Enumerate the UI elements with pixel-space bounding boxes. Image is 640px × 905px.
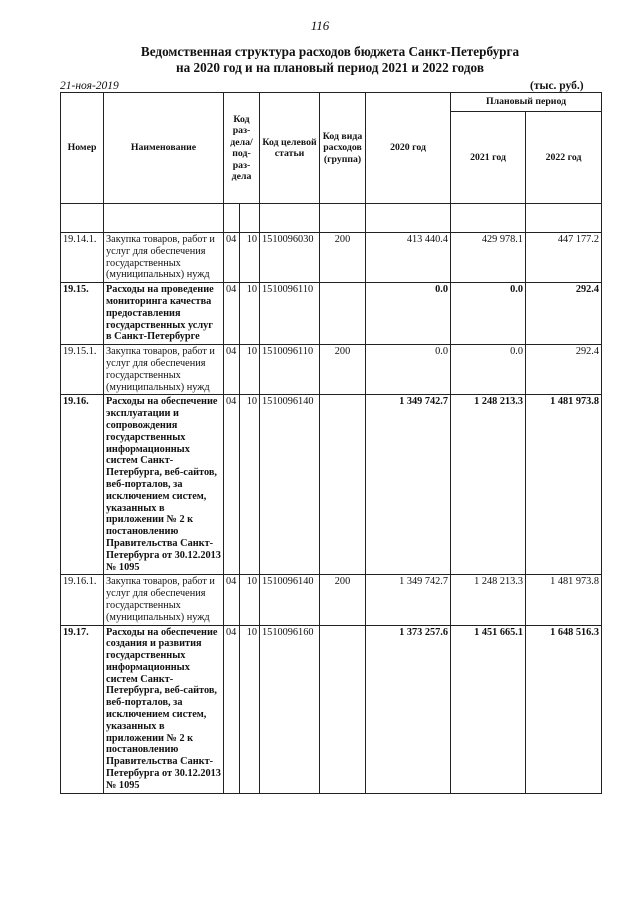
- row-name: Закупка товаров, работ и услуг для обеспечения государственных (муниципальных) нужд: [104, 345, 224, 395]
- row-subsection-code: 10: [240, 233, 260, 283]
- page-number: 116: [310, 18, 330, 33]
- row-section-code: 04: [224, 233, 240, 283]
- table-body: [61, 233, 602, 794]
- document-date: 21-ноя-2019: [60, 80, 119, 92]
- row-number: 19.15.1.: [61, 345, 104, 395]
- row-section-code: 04: [224, 345, 240, 395]
- table-row: [61, 575, 602, 625]
- row-amount-2020: 1 349 742.7: [366, 575, 451, 625]
- row-amount-2021: 0.0: [451, 345, 526, 395]
- units-label: (тыс. руб.): [530, 80, 584, 92]
- row-name: Расходы на обеспечение создания и развития государственных информационных систем Санкт-Петербурга, веб-сайтов, веб-порталов, за исключением систем, указанных в приложении № 2 к постановлению Правительства Санкт-Петербурга от 30.12.2013 № 1095: [104, 625, 224, 793]
- row-amount-2022: 292.4: [526, 283, 602, 345]
- col-header-2021: 2021 год: [451, 112, 526, 204]
- col-header-planning-period: Плановый период: [451, 93, 602, 112]
- row-expense-type: 200: [320, 345, 366, 395]
- row-target-code: 1510096160: [260, 625, 320, 793]
- row-subsection-code: 10: [240, 395, 260, 575]
- row-number: 19.15.: [61, 283, 104, 345]
- col-header-expense-type-code: Код вида расходов (группа): [320, 93, 366, 204]
- row-amount-2020: 413 440.4: [366, 233, 451, 283]
- table-row: [61, 233, 602, 283]
- col-header-target-code: Код целевой статьи: [260, 93, 320, 204]
- row-amount-2021: 0.0: [451, 283, 526, 345]
- row-target-code: 1510096140: [260, 395, 320, 575]
- row-subsection-code: 10: [240, 575, 260, 625]
- row-amount-2022: 1 648 516.3: [526, 625, 602, 793]
- col-header-name: Наименование: [104, 93, 224, 204]
- row-target-code: 1510096110: [260, 345, 320, 395]
- row-number: 19.16.1.: [61, 575, 104, 625]
- row-amount-2022: 1 481 973.8: [526, 575, 602, 625]
- title-line-2: на 2020 год и на плановый период 2021 и 2022 годов: [176, 60, 484, 75]
- row-target-code: 1510096110: [260, 283, 320, 345]
- row-name: Расходы на проведение мониторинга качества предоставления государственных услуг в Санкт-Петербурге: [104, 283, 224, 345]
- col-header-2020: 2020 год: [366, 93, 451, 204]
- row-number: 19.16.: [61, 395, 104, 575]
- table-row: [61, 283, 602, 345]
- title-line-1: Ведомственная структура расходов бюджета Санкт-Петербурга: [140, 44, 520, 59]
- row-expense-type: [320, 625, 366, 793]
- table-row: [61, 625, 602, 793]
- row-subsection-code: 10: [240, 283, 260, 345]
- row-section-code: 04: [224, 395, 240, 575]
- row-amount-2020: 1 373 257.6: [366, 625, 451, 793]
- row-target-code: 1510096030: [260, 233, 320, 283]
- row-section-code: 04: [224, 283, 240, 345]
- header-row-1: [61, 93, 602, 112]
- row-subsection-code: 10: [240, 625, 260, 793]
- row-amount-2020: 0.0: [366, 345, 451, 395]
- row-expense-type: [320, 283, 366, 345]
- row-name: Закупка товаров, работ и услуг для обеспечения государственных (муниципальных) нужд: [104, 575, 224, 625]
- row-section-code: 04: [224, 625, 240, 793]
- table-row: [61, 345, 602, 395]
- row-name: Закупка товаров, работ и услуг для обеспечения государственных (муниципальных) нужд: [104, 233, 224, 283]
- row-expense-type: [320, 395, 366, 575]
- row-amount-2021: 1 248 213.3: [451, 575, 526, 625]
- document-title: [60, 44, 600, 76]
- row-amount-2021: 1 451 665.1: [451, 625, 526, 793]
- row-number: 19.17.: [61, 625, 104, 793]
- col-header-number: Номер: [61, 93, 104, 204]
- row-expense-type: 200: [320, 575, 366, 625]
- row-name: Расходы на обеспечение эксплуатации и сопровождения государственных информационных систем Санкт-Петербурга, веб-сайтов, веб-порталов, за исключением систем, указанных в приложении № 2 к постановлению Правительства Санкт-Петербурга от 30.12.2013 № 1095: [104, 395, 224, 575]
- row-amount-2022: 1 481 973.8: [526, 395, 602, 575]
- row-amount-2021: 429 978.1: [451, 233, 526, 283]
- col-header-section-code: Код раз- дела/ под- раз- дела: [224, 93, 260, 204]
- row-amount-2022: 447 177.2: [526, 233, 602, 283]
- row-subsection-code: 10: [240, 345, 260, 395]
- row-expense-type: 200: [320, 233, 366, 283]
- header-gap-row: [61, 204, 602, 233]
- row-section-code: 04: [224, 575, 240, 625]
- row-amount-2020: 1 349 742.7: [366, 395, 451, 575]
- row-target-code: 1510096140: [260, 575, 320, 625]
- row-amount-2021: 1 248 213.3: [451, 395, 526, 575]
- table-row: [61, 395, 602, 575]
- row-amount-2022: 292.4: [526, 345, 602, 395]
- row-amount-2020: 0.0: [366, 283, 451, 345]
- budget-table: [60, 92, 602, 794]
- col-header-2022: 2022 год: [526, 112, 602, 204]
- row-number: 19.14.1.: [61, 233, 104, 283]
